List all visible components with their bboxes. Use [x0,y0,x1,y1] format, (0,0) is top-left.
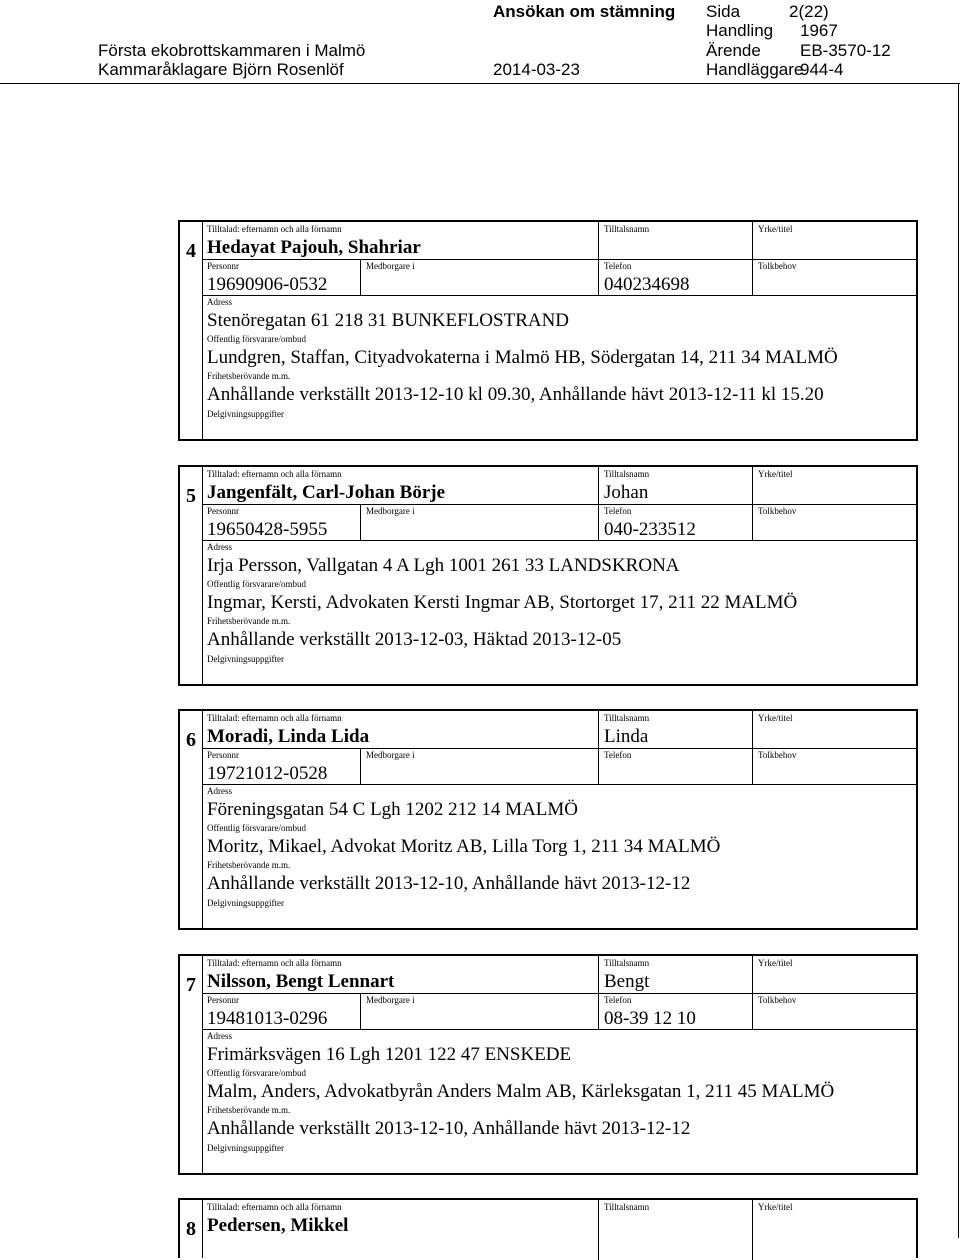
prosecutor-name: Kammaråklagare Björn Rosenlöf [98,60,344,79]
party-number: 6 [186,729,196,751]
adress-value: Frimärksvägen 16 Lgh 1201 122 47 ENSKEDE [207,1044,572,1065]
forsvarare-label: Offentlig försvarare/ombud [207,823,307,833]
party-name: Moradi, Linda Lida [207,726,370,747]
frihet-value: Anhållande verkställt 2013-12-10, Anhållande hävt 2013-12-12 [207,873,691,894]
party-6 [178,709,918,930]
personnr-label: Personnr [207,261,239,271]
party-name: Jangenfält, Carl-Johan Börje [207,482,446,503]
telefon-value: 040234698 [604,274,690,295]
tilltalsnamn-label: Tilltalsnamn [604,224,650,234]
personnr-value: 19721012-0528 [207,763,328,784]
delgivning-label: Delgivningsuppgifter [207,654,284,664]
forsvarare-value: Malm, Anders, Advokatbyrån Anders Malm AB, Kärleksgatan 1, 211 45 MALMÖ [207,1081,835,1102]
forsvarare-label: Offentlig försvarare/ombud [207,1068,307,1078]
party-name: Nilsson, Bengt Lennart [207,971,395,992]
delgivning-label: Delgivningsuppgifter [207,409,284,419]
yrke-label: Yrke/titel [758,224,793,234]
adress-label: Adress [207,542,232,552]
tilltalsnamn-label: Tilltalsnamn [604,713,650,723]
adress-label: Adress [207,786,232,796]
medborgare-label: Medborgare i [366,506,415,516]
personnr-value: 19690906-0532 [207,274,328,295]
tolkbehov-label: Tolkbehov [758,750,797,760]
delgivning-label: Delgivningsuppgifter [207,1143,284,1153]
party-number: 8 [186,1218,196,1240]
telefon-label: Telefon [604,995,632,1005]
handlaggare-value: 944-4 [800,60,844,79]
forsvarare-label: Offentlig försvarare/ombud [207,334,307,344]
handling-label: Handling [706,21,774,40]
personnr-label: Personnr [207,995,239,1005]
adress-value: Irja Persson, Vallgatan 4 A Lgh 1001 261 33 LANDSKRONA [207,555,680,576]
tilltalsnamn-label: Tilltalsnamn [604,469,650,479]
personnr-label: Personnr [207,750,239,760]
org-name: Första ekobrottskammaren i Malmö [98,41,366,60]
sida-value: 2(22) [789,2,829,21]
party-number: 5 [186,485,196,507]
party-8 [178,1198,918,1258]
telefon-label: Telefon [604,750,632,760]
party-name: Pedersen, Mikkel [207,1215,349,1236]
adress-value: Föreningsgatan 54 C Lgh 1202 212 14 MALMÖ [207,799,579,820]
yrke-label: Yrke/titel [758,469,793,479]
delgivning-label: Delgivningsuppgifter [207,898,284,908]
telefon-label: Telefon [604,506,632,516]
adress-label: Adress [207,297,232,307]
frihet-value: Anhållande verkställt 2013-12-10 kl 09.30, Anhållande hävt 2013-12-11 kl 15.20 [207,384,824,405]
yrke-label: Yrke/titel [758,958,793,968]
forsvarare-value: Moritz, Mikael, Advokat Moritz AB, Lilla Torg 1, 211 34 MALMÖ [207,836,721,857]
forsvarare-value: Ingmar, Kersti, Advokaten Kersti Ingmar AB, Stortorget 17, 211 22 MALMÖ [207,592,798,613]
yrke-label: Yrke/titel [758,713,793,723]
party-4 [178,220,918,441]
medborgare-label: Medborgare i [366,750,415,760]
tolkbehov-label: Tolkbehov [758,995,797,1005]
frihet-label: Frihetsberövande m.m. [207,1105,291,1115]
party-number: 4 [186,240,196,262]
document-title: Ansökan om stämning [493,2,676,21]
header-divider [0,83,960,84]
name-label: Tilltalad: efternamn och alla förnamn [207,1202,342,1212]
personnr-label: Personnr [207,506,239,516]
name-label: Tilltalad: efternamn och alla förnamn [207,469,342,479]
tolkbehov-label: Tolkbehov [758,261,797,271]
sida-label: Sida [706,2,741,21]
tilltalsnamn-value: Linda [604,726,649,747]
frihet-label: Frihetsberövande m.m. [207,860,291,870]
adress-value: Stenöregatan 61 218 31 BUNKEFLOSTRAND [207,310,570,331]
tilltalsnamn-label: Tilltalsnamn [604,958,650,968]
frihet-label: Frihetsberövande m.m. [207,616,291,626]
name-label: Tilltalad: efternamn och alla förnamn [207,224,342,234]
party-number: 7 [186,974,196,996]
personnr-value: 19481013-0296 [207,1008,328,1029]
forsvarare-value: Lundgren, Staffan, Cityadvokaterna i Malmö HB, Södergatan 14, 211 34 MALMÖ [207,347,838,368]
party-5 [178,465,918,686]
yrke-label: Yrke/titel [758,1202,793,1212]
document-date: 2014-03-23 [493,60,580,79]
arende-value: EB-3570-12 [800,41,891,60]
tolkbehov-label: Tolkbehov [758,506,797,516]
handlaggare-label: Handläggare [706,60,804,79]
name-label: Tilltalad: efternamn och alla förnamn [207,713,342,723]
adress-label: Adress [207,1031,232,1041]
arende-label: Ärende [706,41,761,60]
frihet-value: Anhållande verkställt 2013-12-10, Anhållande hävt 2013-12-12 [207,1118,691,1139]
telefon-label: Telefon [604,261,632,271]
name-label: Tilltalad: efternamn och alla förnamn [207,958,342,968]
frihet-label: Frihetsberövande m.m. [207,371,291,381]
telefon-value: 08-39 12 10 [604,1008,696,1029]
frihet-value: Anhållande verkställt 2013-12-03, Häktad 2013-12-05 [207,629,622,650]
tilltalsnamn-value: Bengt [604,971,650,992]
margin-rule [958,83,959,1238]
forsvarare-label: Offentlig försvarare/ombud [207,579,307,589]
medborgare-label: Medborgare i [366,995,415,1005]
tilltalsnamn-label: Tilltalsnamn [604,1202,650,1212]
party-name: Hedayat Pajouh, Shahriar [207,237,421,258]
party-7 [178,954,918,1175]
telefon-value: 040-233512 [604,519,696,540]
handling-value: 1967 [800,21,838,40]
medborgare-label: Medborgare i [366,261,415,271]
tilltalsnamn-value: Johan [604,482,649,503]
personnr-value: 19650428-5955 [207,519,328,540]
